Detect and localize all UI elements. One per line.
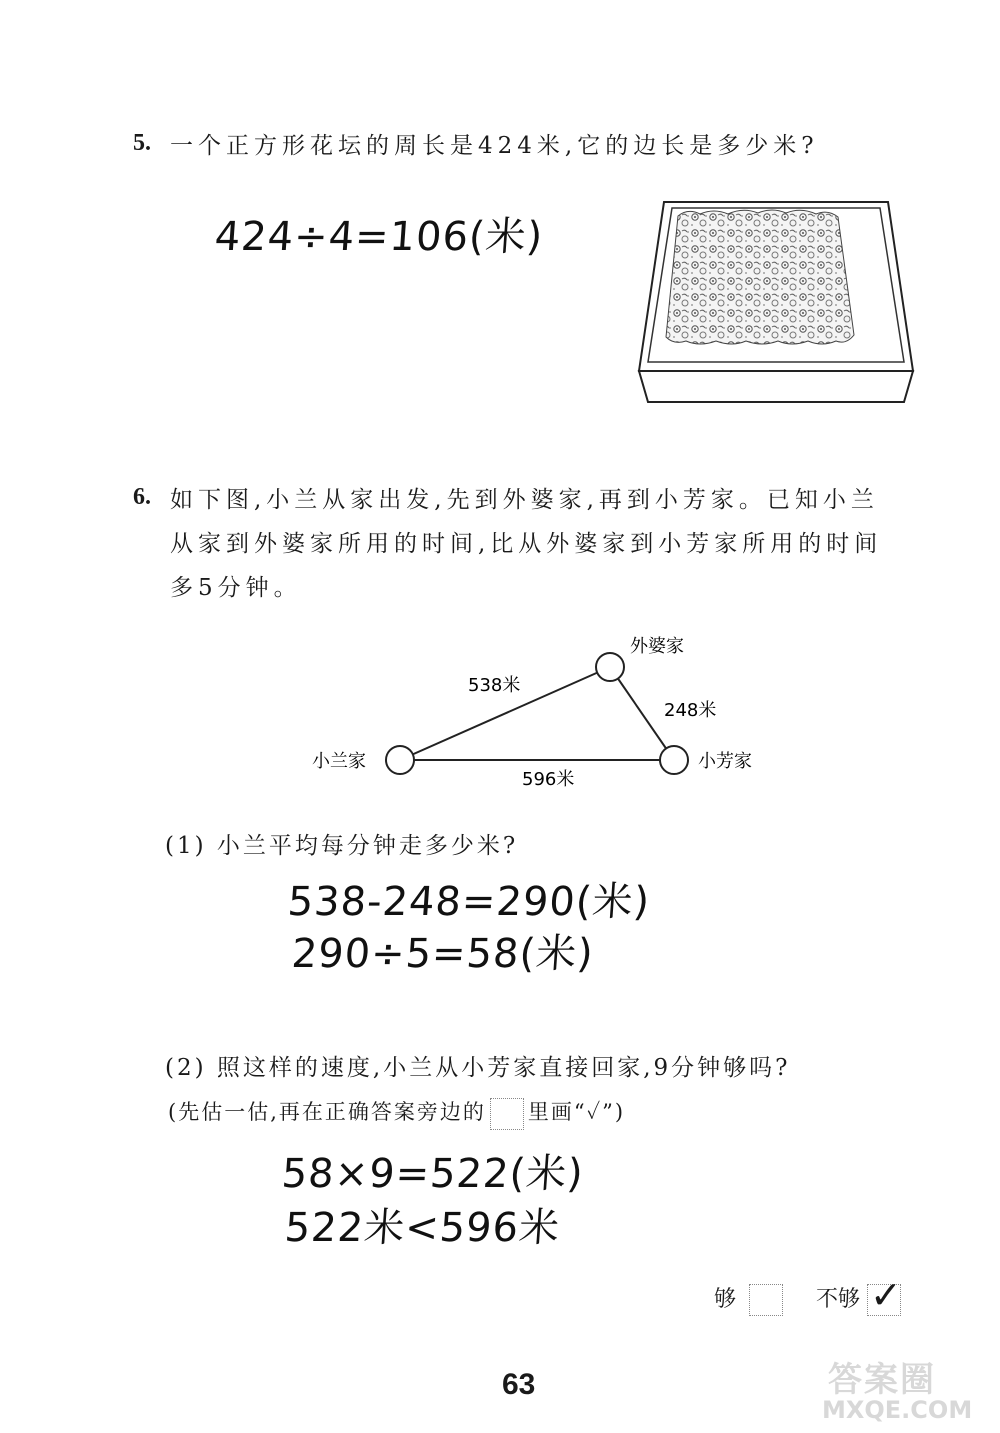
- label-distance-home-fang: 596米: [522, 769, 575, 790]
- sub-question-1-answer-line-2: 290÷5=58(米): [290, 931, 596, 977]
- page-number: 63: [502, 1368, 536, 1401]
- label-distance-grandma-fang: 248米: [664, 700, 717, 721]
- watermark-logo: 答案圈: [828, 1360, 936, 1400]
- node-grandma: [596, 653, 624, 681]
- question-5-text: 一个正方形花坛的周长是424米,它的边长是多少米?: [170, 133, 819, 159]
- option-not-enough-label: 不够: [816, 1287, 861, 1312]
- question-6-line-2: 从家到外婆家所用的时间,比从外婆家到小芳家所用的时间: [170, 531, 883, 557]
- question-5-number: 5.: [133, 130, 151, 156]
- label-home: 小兰家: [312, 751, 366, 772]
- flower-bed-illustration: [636, 196, 916, 408]
- answer-options: [714, 1273, 902, 1317]
- sub-question-1-prompt: (1) 小兰平均每分钟走多少米?: [165, 833, 519, 859]
- label-grandma: 外婆家: [630, 636, 684, 657]
- question-6-number: 6.: [133, 484, 151, 510]
- hint-box: [490, 1098, 524, 1130]
- hint-text-before: (先估一估,再在正确答案旁边的: [168, 1100, 486, 1124]
- sub-question-2-answer-line-1: 58×9=522(米): [280, 1151, 586, 1197]
- label-distance-home-grandma: 538米: [468, 675, 521, 696]
- option-not-enough-box[interactable]: [867, 1273, 902, 1317]
- route-diagram: [300, 630, 780, 800]
- question-6-line-1: 如下图,小兰从家出发,先到外婆家,再到小芳家。已知小兰: [170, 487, 879, 513]
- sub-question-2-prompt: (2) 照这样的速度,小兰从小芳家直接回家,9分钟够吗?: [165, 1055, 791, 1081]
- node-fang: [660, 746, 688, 774]
- sub-question-2-hint: [168, 1096, 625, 1130]
- sub-question-2-answer-line-2: 522米<596米: [283, 1205, 562, 1251]
- watermark-site: MXQE.COM: [822, 1396, 973, 1424]
- hint-text-after: 里画“✓”): [527, 1100, 626, 1124]
- node-home: [386, 746, 414, 774]
- option-enough-label: 够: [714, 1287, 737, 1312]
- question-6-line-3: 多5分钟。: [170, 575, 302, 601]
- question-5-handwritten-answer: 424÷4=106(米): [213, 214, 545, 260]
- label-fang: 小芳家: [698, 751, 752, 772]
- check-mark-icon: ✓: [870, 1273, 902, 1317]
- option-enough-box[interactable]: [749, 1284, 783, 1316]
- sub-question-1-answer-line-1: 538-248=290(米): [286, 879, 652, 925]
